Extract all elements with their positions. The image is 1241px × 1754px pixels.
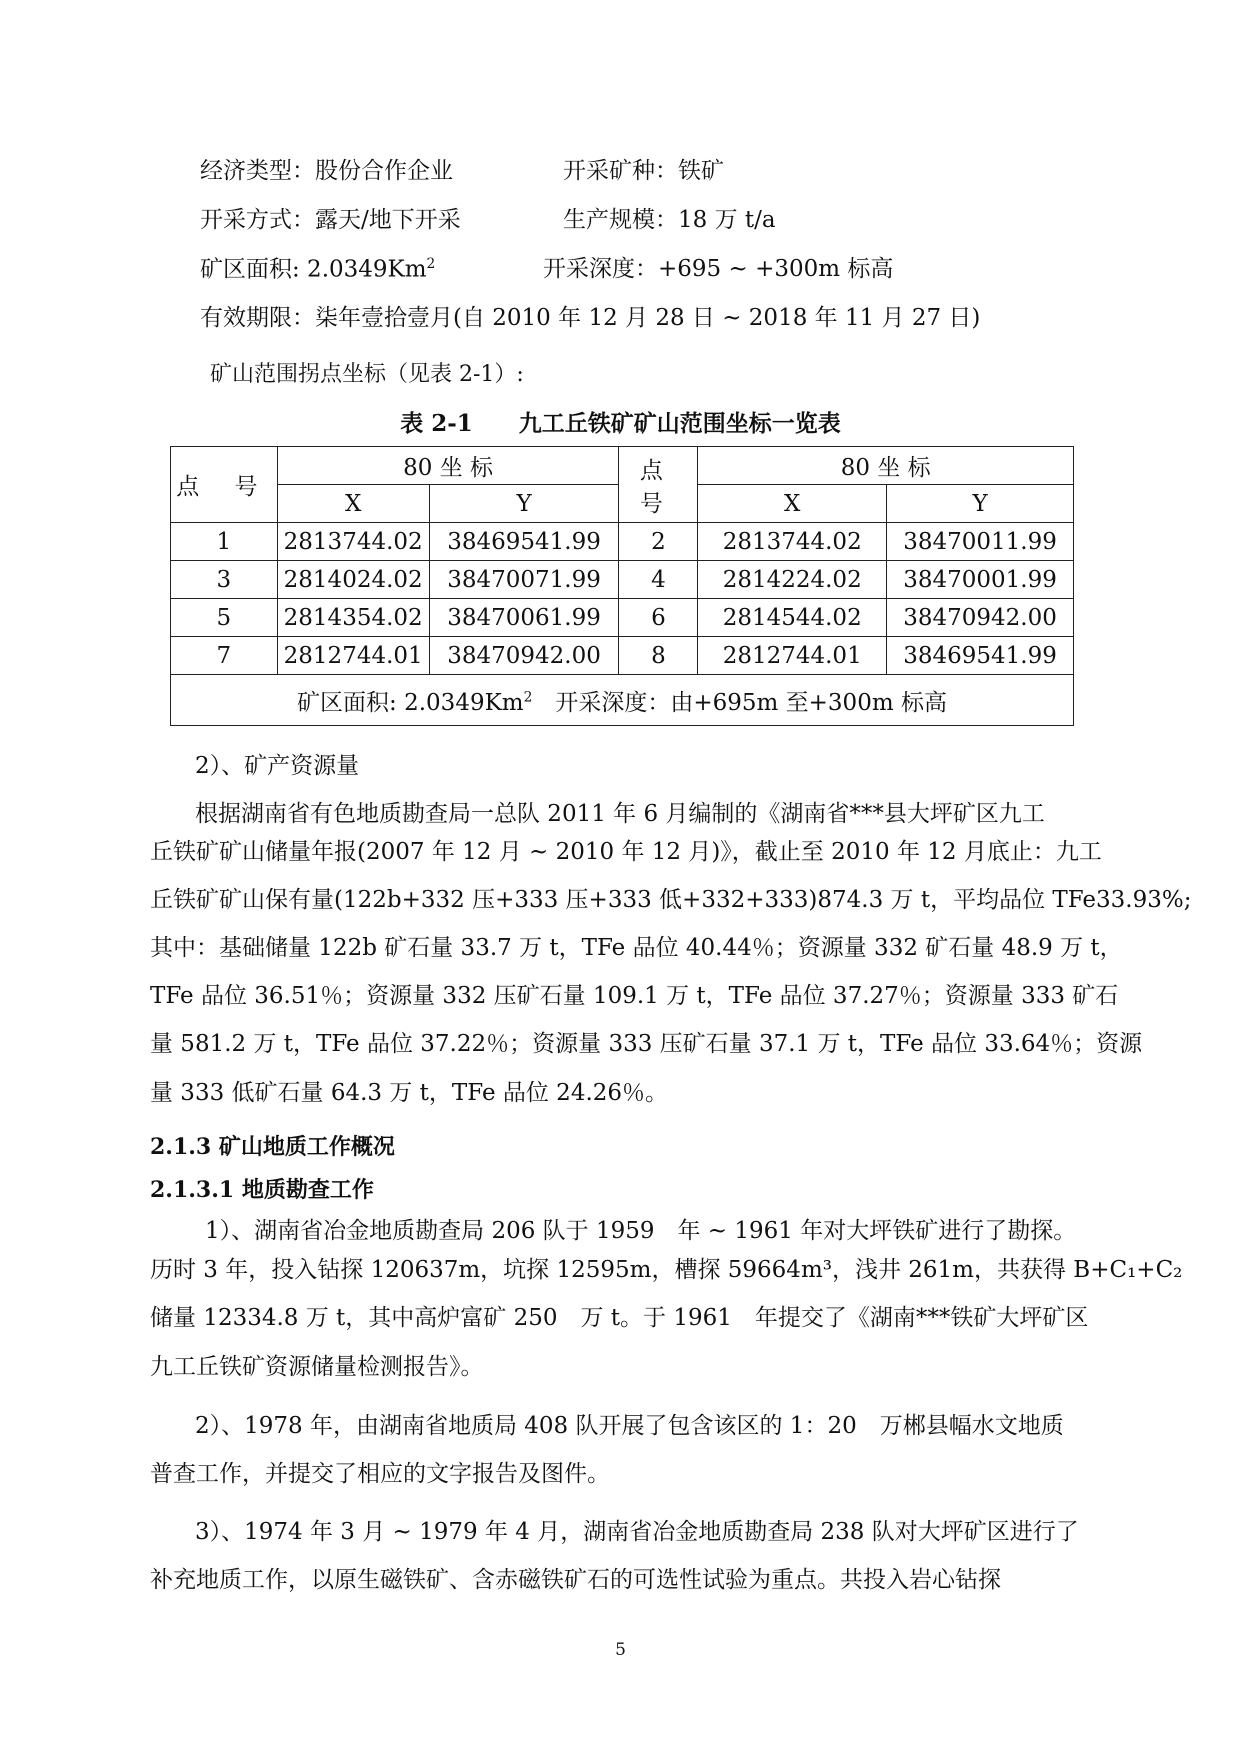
section-heading-2131: 2.1.3.1 地质勘查工作 bbox=[150, 1177, 374, 1203]
table-cell: 2812744.01 bbox=[277, 637, 429, 675]
table-row bbox=[171, 599, 1074, 637]
table-row bbox=[171, 561, 1074, 599]
resources-line-5: TFe 品位 36.51％；资源量 332 压矿石量 109.1 万 t，TFe 品位 37.27％；资源量 333 矿石 bbox=[150, 983, 1119, 1009]
mining-area bbox=[200, 258, 435, 282]
table-cell: 2813744.02 bbox=[277, 523, 429, 561]
table-header-row bbox=[171, 447, 1074, 485]
work-p1-line-1: 1）、湖南省冶金地质勘查局 206 队于 1959 年 ~ 1961 年对大坪铁矿进行了勘探。 bbox=[205, 1218, 1077, 1244]
header-coord-right: 80 坐 标 bbox=[698, 447, 1074, 485]
header-point-left: 点 号 bbox=[171, 447, 278, 523]
table-cell: 38470061.99 bbox=[429, 599, 619, 637]
work-p1-line-2: 历时 3 年，投入钻探 120637m，坑探 12595m，槽探 59664m³，浅井 261m，共获得 B+C₁+C₂ bbox=[150, 1257, 1183, 1283]
resources-line-7: 量 333 低矿石量 64.3 万 t，TFe 品位 24.26％。 bbox=[150, 1080, 669, 1106]
table-cell: 1 bbox=[171, 523, 278, 561]
table-cell: 2814024.02 bbox=[277, 561, 429, 599]
page-number: 5 bbox=[615, 1640, 626, 1660]
table-cell: 8 bbox=[619, 637, 698, 675]
header-y-right: Y bbox=[887, 485, 1074, 523]
table-row bbox=[171, 637, 1074, 675]
header-y-left: Y bbox=[429, 485, 619, 523]
table-cell: 2 bbox=[619, 523, 698, 561]
mineral-type: 开采矿种：铁矿 bbox=[563, 158, 724, 184]
resources-line-4: 其中：基础储量 122b 矿石量 33.7 万 t，TFe 品位 40.44％；资源量 332 矿石量 48.9 万 t， bbox=[150, 935, 1123, 961]
table-cell: 38470001.99 bbox=[887, 561, 1074, 599]
table-cell: 38470942.00 bbox=[429, 637, 619, 675]
mining-depth: 开采深度：+695 ~ +300m 标高 bbox=[543, 256, 894, 282]
resources-line-2: 丘铁矿矿山储量年报(2007 年 12 月 ~ 2010 年 12 月)》，截止至 2010 年 12 月底止：九工 bbox=[150, 839, 1102, 865]
mining-method: 开采方式：露天/地下开采 bbox=[200, 207, 461, 233]
validity-period: 有效期限：柒年壹拾壹月(自 2010 年 12 月 28 日 ~ 2018 年 11 月 27 日) bbox=[200, 305, 981, 331]
table-cell: 4 bbox=[619, 561, 698, 599]
footer-area-sup: 2 bbox=[523, 688, 533, 705]
table-cell: 5 bbox=[171, 599, 278, 637]
table-cell: 6 bbox=[619, 599, 698, 637]
header-point-right: 点 号 bbox=[619, 447, 698, 523]
resources-line-6: 量 581.2 万 t，TFe 品位 37.22％；资源量 333 压矿石量 37.1 万 t，TFe 品位 33.64％；资源 bbox=[150, 1031, 1143, 1057]
section-heading-213: 2.1.3 矿山地质工作概况 bbox=[150, 1134, 395, 1160]
coords-intro: 矿山范围拐点坐标（见表 2-1）: bbox=[210, 362, 524, 387]
mining-area-text: 矿区面积: 2.0349Km bbox=[200, 256, 427, 283]
footer-depth: 开采深度：由+695m 至+300m 标高 bbox=[532, 689, 947, 716]
table-cell: 3 bbox=[171, 561, 278, 599]
table-cell: 2814544.02 bbox=[698, 599, 887, 637]
table-row bbox=[171, 523, 1074, 561]
header-coord-left: 80 坐 标 bbox=[277, 447, 619, 485]
econ-type: 经济类型：股份合作企业 bbox=[200, 158, 453, 184]
footer-area: 矿区面积: 2.0349Km bbox=[297, 689, 524, 716]
production-scale: 生产规模：18 万 t/a bbox=[563, 207, 776, 233]
table-cell: 2814224.02 bbox=[698, 561, 887, 599]
resources-line-3: 丘铁矿矿山保有量(122b+332 压+333 压+333 低+332+333)874.3 万 t，平均品位 TFe33.93%; bbox=[150, 887, 1192, 913]
work-p2-line-2: 普查工作，并提交了相应的文字报告及图件。 bbox=[150, 1461, 610, 1487]
table-cell: 38470071.99 bbox=[429, 561, 619, 599]
table-footer-row bbox=[171, 675, 1074, 726]
work-p1-line-3: 储量 12334.8 万 t，其中高炉富矿 250 万 t。于 1961 年提交了《湖南***铁矿大坪矿区 bbox=[150, 1305, 1089, 1331]
coordinate-table bbox=[170, 446, 1074, 726]
table-cell: 38469541.99 bbox=[887, 637, 1074, 675]
header-x-left: X bbox=[277, 485, 429, 523]
work-p1-line-4: 九工丘铁矿资源储量检测报告》。 bbox=[150, 1354, 484, 1380]
header-x-right: X bbox=[698, 485, 887, 523]
work-p2-line-1: 2）、1978 年，由湖南省地质局 408 队开展了包含该区的 1：20 万郴县幅水文地质 bbox=[195, 1413, 1064, 1439]
mining-area-sup: 2 bbox=[426, 256, 436, 272]
table-cell: 2812744.01 bbox=[698, 637, 887, 675]
table-cell: 38469541.99 bbox=[429, 523, 619, 561]
table-cell: 7 bbox=[171, 637, 278, 675]
table-cell: 2814354.02 bbox=[277, 599, 429, 637]
work-p3-line-2: 补充地质工作，以原生磁铁矿、含赤磁铁矿石的可选性试验为重点。共投入岩心钻探 bbox=[150, 1567, 1001, 1593]
work-p3-line-1: 3）、1974 年 3 月 ~ 1979 年 4 月，湖南省冶金地质勘查局 238 队对大坪矿区进行了 bbox=[195, 1519, 1079, 1545]
resources-line-1: 根据湖南省有色地质勘查局一总队 2011 年 6 月编制的《湖南省***县大坪矿区九工 bbox=[195, 801, 1045, 827]
table-cell: 38470942.00 bbox=[887, 599, 1074, 637]
table-cell: 2813744.02 bbox=[698, 523, 887, 561]
table-cell: 38470011.99 bbox=[887, 523, 1074, 561]
resources-heading: 2）、矿产资源量 bbox=[195, 753, 360, 779]
table-caption: 表 2-1 九工丘铁矿矿山范围坐标一览表 bbox=[400, 410, 841, 437]
table-footer bbox=[171, 675, 1074, 726]
